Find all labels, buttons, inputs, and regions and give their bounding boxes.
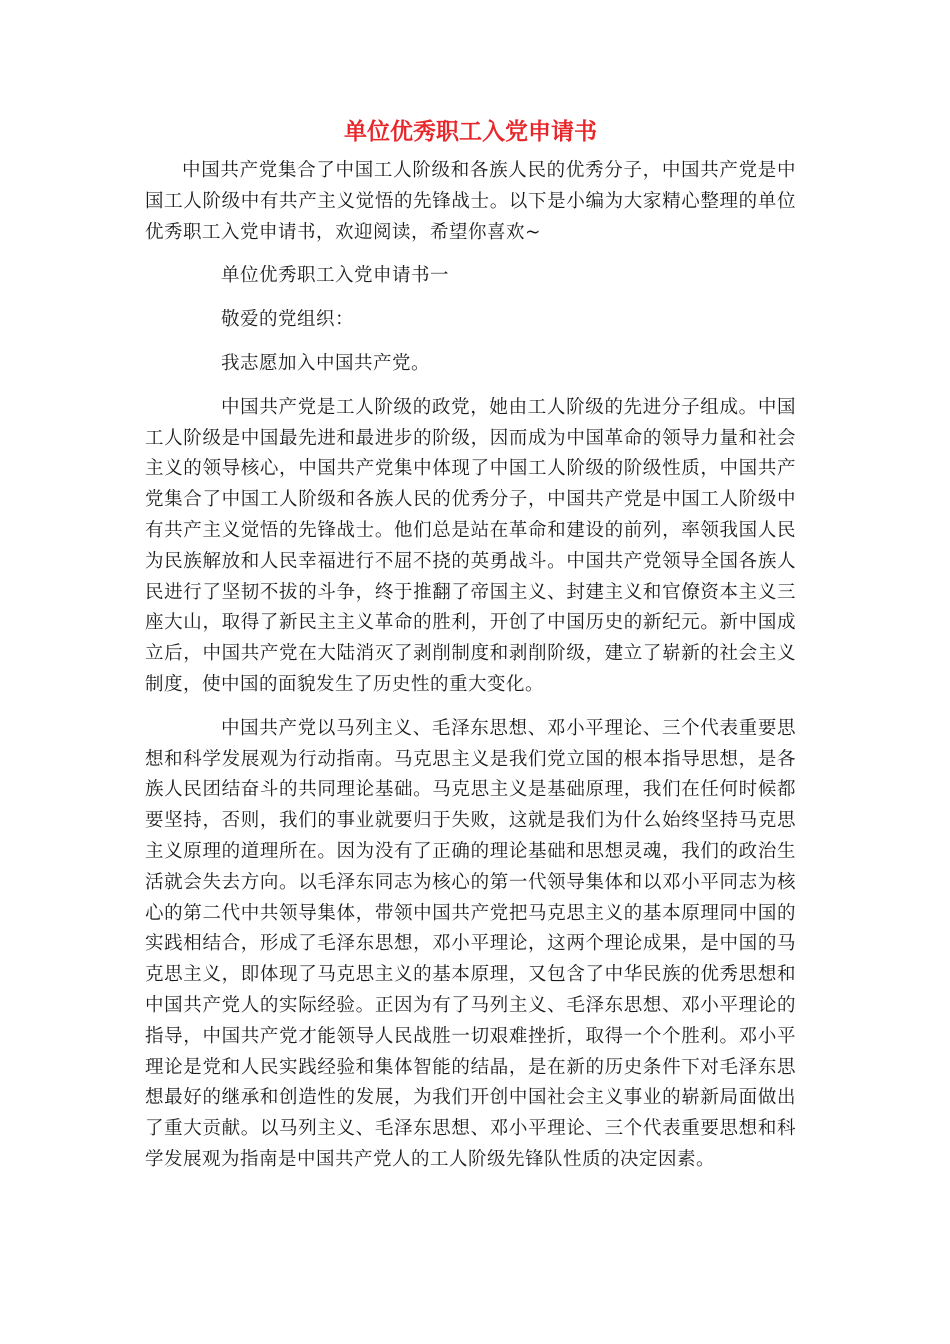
document-page — [145, 112, 796, 1176]
body-paragraph-1: 中国共产党是工人阶级的政党，她由工人阶级的先进分子组成。中国工人阶级是中国最先进和最进步的阶级，因而成为中国革命的领导力量和社会主义的领导核心，中国共产党集中体现了中国工人阶级的阶级性质，中国共产党集合了中国工人阶级和各族人民的优秀分子，中国共产党是中国工人阶级中有共产主义觉悟的先锋战士。他们总是站在革命和建设的前列，率领我国人民为民族解放和人民幸福进行不屈不挠的英勇战斗。中国共产党领导全国各族人民进行了坚韧不拔的斗争，终于推翻了帝国主义、封建主义和官僚资本主义三座大山，取得了新民主主义革命的胜利，开创了中国历史的新纪元。新中国成立后，中国共产党在大陆消灭了剥削制度和剥削阶级，建立了崭新的社会主义制度，使中国的面貌发生了历史性的重大变化。 — [145, 396, 796, 695]
application-statement: 我志愿加入中国共产党。 — [221, 352, 431, 374]
intro-paragraph: 中国共产党集合了中国工人阶级和各族人民的优秀分子，中国共产党是中国工人阶级中有共产主义觉悟的先锋战士。以下是小编为大家精心整理的单位优秀职工入党申请书，欢迎阅读，希望你喜欢~ — [145, 160, 796, 243]
salutation: 敬爱的党组织： — [221, 309, 355, 331]
section-heading: 单位优秀职工入党申请书一 — [221, 265, 450, 287]
document-title: 单位优秀职工入党申请书 — [344, 119, 597, 145]
body-paragraph-2: 中国共产党以马列主义、毛泽东思想、邓小平理论、三个代表重要思想和科学发展观为行动指南。马克思主义是我们党立国的根本指导思想，是各族人民团结奋斗的共同理论基础。马克思主义是基础原理，我们在任何时候都要坚持，否则，我们的事业就要归于失败，这就是我们为什么始终坚持马克思主义原理的道理所在。因为没有了正确的理论基础和思想灵魂，我们的政治生活就会失去方向。以毛泽东同志为核心的第一代领导集体和以邓小平同志为核心的第二代中共领导集体，带领中国共产党把马克思主义的基本原理同中国的实践相结合，形成了毛泽东思想，邓小平理论，这两个理论成果，是中国的马克思主义，即体现了马克思主义的基本原理，又包含了中华民族的优秀思想和中国共产党人的实际经验。正因为有了马列主义、毛泽东思想、邓小平理论的指导，中国共产党才能领导人民战胜一切艰难挫折，取得一个个胜利。邓小平理论是党和人民实践经验和集体智能的结晶，是在新的历史条件下对毛泽东思想最好的继承和创造性的发展，为我们开创中国社会主义事业的崭新局面做出了重大贡献。以马列主义、毛泽东思想、邓小平理论、三个代表重要思想和科学发展观为指南是中国共产党人的工人阶级先锋队性质的决定因素。 — [145, 717, 796, 1170]
